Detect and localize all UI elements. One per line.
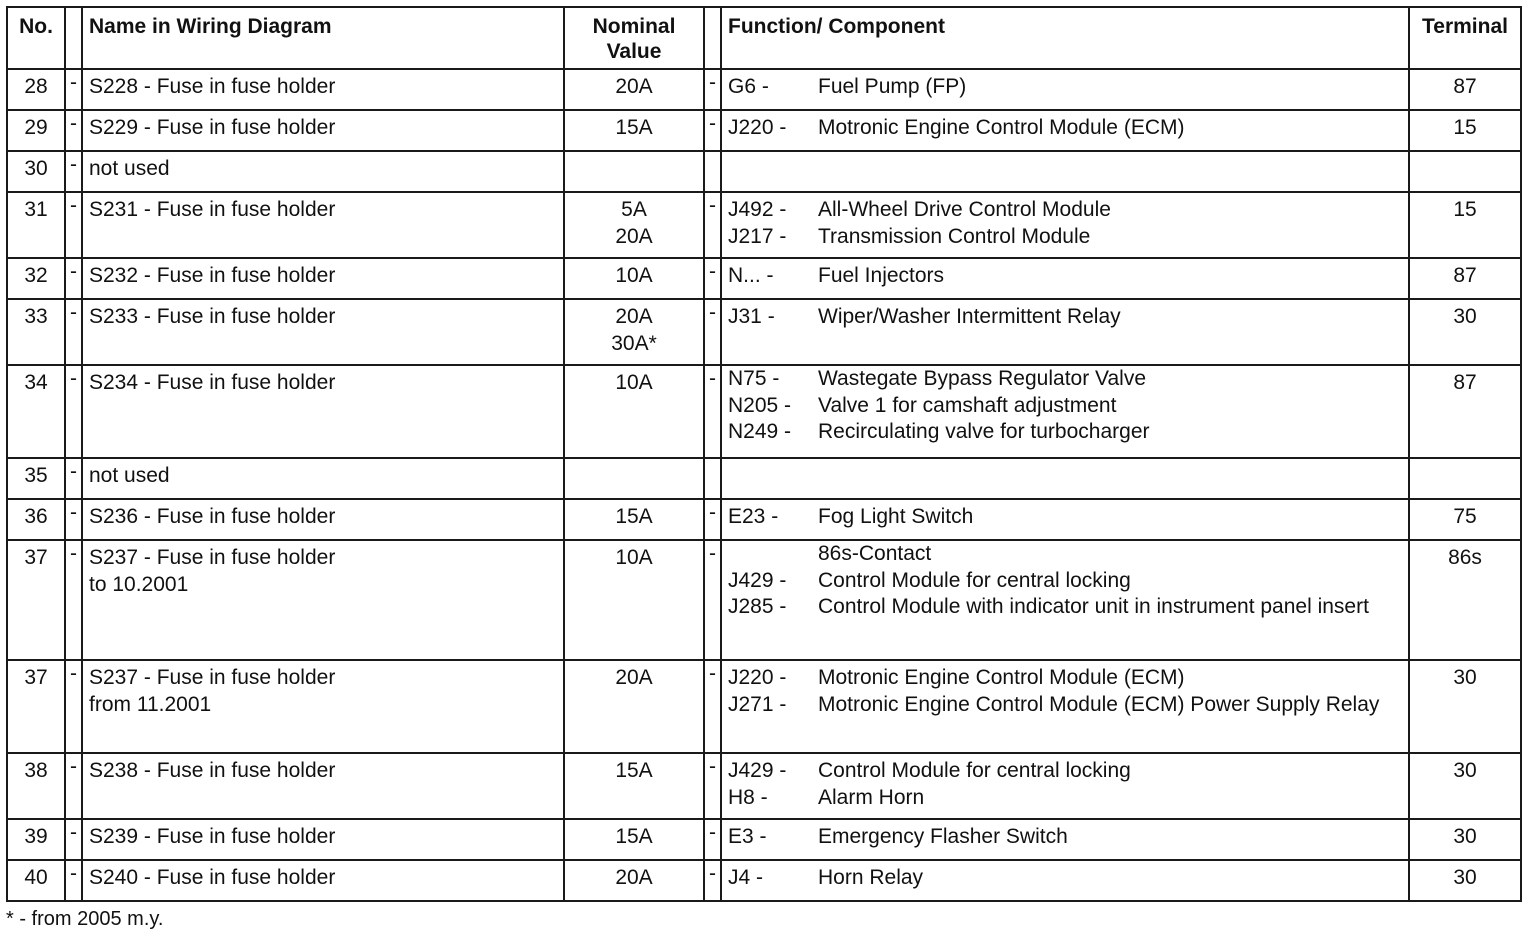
component-code: J492 -: [728, 198, 787, 221]
cell-name: [82, 540, 564, 660]
cell-value: [564, 819, 704, 860]
cell-terminal: 15: [1409, 110, 1521, 151]
component-description: Emergency Flasher Switch: [818, 825, 1068, 848]
cell-dash: [704, 458, 721, 499]
footnote: * - from 2005 m.y.: [6, 908, 164, 930]
dash-separator: -: [70, 112, 77, 135]
cell-name: [82, 192, 564, 258]
cell-dash: [65, 540, 82, 660]
dash-separator: -: [70, 301, 77, 324]
cell-function: [721, 660, 1409, 753]
component-code: [728, 541, 818, 568]
dash-separator: -: [709, 260, 716, 283]
component-code: J220 -: [728, 666, 787, 689]
function-line: [728, 366, 1408, 393]
table-body: [7, 69, 1521, 901]
cell-value: [564, 458, 704, 499]
cell-terminal: 30: [1409, 819, 1521, 860]
cell-no: 33: [7, 299, 65, 365]
cell-value: [564, 753, 704, 819]
cell-dash: [704, 192, 721, 258]
header-terminal: Terminal: [1409, 7, 1521, 69]
name-line: S240 - Fuse in fuse holder: [89, 866, 336, 889]
name-line: not used: [89, 157, 170, 180]
cell-value: [564, 540, 704, 660]
cell-function: [721, 110, 1409, 151]
cell-no: 35: [7, 458, 65, 499]
cell-dash: [65, 819, 82, 860]
component-code: J429 -: [728, 759, 787, 782]
cell-dash: [65, 499, 82, 540]
component-description: 86s-Contact: [818, 542, 932, 565]
name-line: from 11.2001: [89, 692, 212, 716]
table-row: [7, 151, 1521, 192]
component-description: Fuel Pump (FP): [818, 75, 967, 98]
cell-terminal: [1409, 458, 1521, 499]
cell-value: [564, 192, 704, 258]
cell-value: [564, 258, 704, 299]
function-line: [728, 824, 1408, 851]
cell-function: [721, 365, 1409, 458]
cell-dash: [704, 499, 721, 540]
name-line: S232 - Fuse in fuse holder: [89, 264, 336, 287]
function-line: [728, 865, 1408, 892]
value-line: 15A: [615, 505, 653, 528]
cell-no: 36: [7, 499, 65, 540]
cell-dash: [704, 299, 721, 365]
cell-no: 39: [7, 819, 65, 860]
table-row: [7, 110, 1521, 151]
dash-separator: -: [70, 367, 77, 390]
cell-name: [82, 258, 564, 299]
table-row: [7, 458, 1521, 499]
component-description: Control Module for central locking: [818, 759, 1131, 782]
cell-no: 32: [7, 258, 65, 299]
cell-dash: [704, 819, 721, 860]
name-line: S229 - Fuse in fuse holder: [89, 116, 336, 139]
value-line: 15A: [615, 116, 653, 139]
table-row: [7, 499, 1521, 540]
cell-function: [721, 151, 1409, 192]
cell-name: [82, 299, 564, 365]
component-code: N249 -: [728, 420, 792, 443]
cell-terminal: 30: [1409, 299, 1521, 365]
cell-name: [82, 365, 564, 458]
function-line: [728, 74, 1408, 101]
function-line: [728, 568, 1408, 595]
cell-no: 30: [7, 151, 65, 192]
fuse-table: [6, 6, 1522, 902]
cell-dash: [704, 69, 721, 110]
cell-dash: [704, 753, 721, 819]
cell-no: 28: [7, 69, 65, 110]
name-line: S234 - Fuse in fuse holder: [89, 371, 336, 394]
table-row: [7, 660, 1521, 753]
component-description: Motronic Engine Control Module (ECM): [818, 116, 1185, 139]
value-line: 30A*: [611, 331, 657, 355]
component-description: Motronic Engine Control Module (ECM) Power Supply Relay: [818, 692, 1380, 716]
dash-separator: -: [70, 71, 77, 94]
function-line: [728, 393, 1408, 420]
name-line: S231 - Fuse in fuse holder: [89, 198, 336, 221]
value-line: 20A: [615, 866, 653, 889]
component-code: N205 -: [728, 393, 792, 417]
component-description: Motronic Engine Control Module (ECM): [818, 666, 1185, 689]
cell-dash: [704, 110, 721, 151]
name-line: to 10.2001: [89, 572, 189, 596]
dash-separator: -: [70, 862, 77, 885]
name-line: S238 - Fuse in fuse holder: [89, 759, 336, 782]
cell-function: [721, 753, 1409, 819]
function-line: [728, 224, 1408, 251]
dash-separator: -: [70, 755, 77, 778]
cell-value: [564, 660, 704, 753]
cell-dash: [65, 110, 82, 151]
dash-separator: -: [70, 662, 77, 685]
cell-name: [82, 458, 564, 499]
component-description: Wiper/Washer Intermittent Relay: [818, 305, 1121, 328]
dash-separator: -: [709, 112, 716, 135]
cell-name: [82, 69, 564, 110]
component-description: Control Module for central locking: [818, 568, 1131, 592]
name-line: not used: [89, 464, 170, 487]
component-description: Recirculating valve for turbocharger: [818, 420, 1150, 443]
cell-name: [82, 110, 564, 151]
dash-separator: -: [709, 367, 716, 390]
component-description: Horn Relay: [818, 866, 924, 889]
value-line: 10A: [615, 546, 653, 569]
cell-terminal: 87: [1409, 365, 1521, 458]
cell-terminal: 87: [1409, 69, 1521, 110]
cell-terminal: 75: [1409, 499, 1521, 540]
cell-function: [721, 69, 1409, 110]
component-code: J4 -: [728, 866, 764, 889]
header-function: Function/ Component: [721, 7, 1409, 69]
cell-name: [82, 753, 564, 819]
cell-name: [82, 499, 564, 540]
dash-separator: -: [709, 301, 716, 324]
cell-no: 40: [7, 860, 65, 901]
component-code: N... -: [728, 264, 774, 287]
dash-separator: -: [70, 501, 77, 524]
component-code: E3 -: [728, 825, 767, 848]
dash-separator: -: [70, 460, 77, 483]
component-code: J271 -: [728, 692, 787, 716]
dash-separator: -: [709, 755, 716, 778]
cell-function: [721, 192, 1409, 258]
name-line: S233 - Fuse in fuse holder: [89, 305, 336, 328]
cell-dash: [65, 860, 82, 901]
value-line: 20A: [615, 224, 653, 248]
cell-terminal: 87: [1409, 258, 1521, 299]
cell-no: 29: [7, 110, 65, 151]
header-value-text: Nominal Value: [592, 15, 676, 63]
header-spacer: [65, 7, 82, 69]
header-spacer: [704, 7, 721, 69]
cell-value: [564, 860, 704, 901]
name-line: S236 - Fuse in fuse holder: [89, 505, 336, 528]
cell-terminal: 30: [1409, 860, 1521, 901]
component-code: J429 -: [728, 568, 787, 592]
function-line: [728, 541, 1408, 568]
cell-function: [721, 258, 1409, 299]
component-code: G6 -: [728, 75, 769, 98]
dash-separator: -: [70, 542, 77, 565]
cell-no: 31: [7, 192, 65, 258]
cell-terminal: 86s: [1409, 540, 1521, 660]
name-line: S237 - Fuse in fuse holder: [89, 546, 336, 569]
header-row: [7, 7, 1521, 69]
table-row: [7, 258, 1521, 299]
component-description: Fog Light Switch: [818, 505, 974, 528]
cell-dash: [65, 299, 82, 365]
table-row: [7, 819, 1521, 860]
cell-name: [82, 860, 564, 901]
value-line: 20A: [615, 666, 653, 689]
component-code: N75 -: [728, 367, 780, 390]
dash-separator: -: [70, 194, 77, 217]
dash-separator: -: [709, 194, 716, 217]
cell-dash: [704, 365, 721, 458]
cell-dash: [65, 660, 82, 753]
value-line: 10A: [615, 371, 653, 394]
cell-dash: [704, 151, 721, 192]
cell-name: [82, 151, 564, 192]
dash-separator: -: [709, 821, 716, 844]
cell-value: [564, 151, 704, 192]
cell-no: 37: [7, 660, 65, 753]
cell-dash: [65, 458, 82, 499]
header-name: Name in Wiring Diagram: [82, 7, 564, 69]
component-code: H8 -: [728, 785, 768, 809]
header-value: [564, 7, 704, 69]
function-line: [728, 197, 1408, 224]
cell-function: [721, 299, 1409, 365]
function-line: [728, 263, 1408, 290]
function-line: [728, 304, 1408, 331]
component-code: J285 -: [728, 595, 787, 618]
dash-separator: -: [70, 821, 77, 844]
cell-dash: [65, 258, 82, 299]
table-row: [7, 860, 1521, 901]
table-row: [7, 540, 1521, 660]
value-line: 15A: [615, 825, 653, 848]
cell-no: 37: [7, 540, 65, 660]
cell-function: [721, 819, 1409, 860]
cell-dash: [704, 258, 721, 299]
function-line: [728, 504, 1408, 531]
dash-separator: -: [70, 153, 77, 176]
component-description: Control Module with indicator unit in instrument panel insert: [818, 595, 1369, 618]
cell-dash: [704, 860, 721, 901]
component-code: J220 -: [728, 116, 787, 139]
table-row: [7, 365, 1521, 458]
function-line: [728, 785, 1408, 812]
cell-value: [564, 365, 704, 458]
function-line: [728, 115, 1408, 142]
cell-value: [564, 69, 704, 110]
component-description: All-Wheel Drive Control Module: [818, 198, 1111, 221]
table-row: [7, 69, 1521, 110]
component-description: Fuel Injectors: [818, 264, 945, 287]
cell-name: [82, 819, 564, 860]
cell-dash: [65, 753, 82, 819]
dash-separator: -: [709, 71, 716, 94]
dash-separator: -: [709, 542, 716, 565]
cell-value: [564, 110, 704, 151]
component-description: Valve 1 for camshaft adjustment: [818, 393, 1117, 417]
table-row: [7, 299, 1521, 365]
cell-dash: [65, 151, 82, 192]
cell-name: [82, 660, 564, 753]
cell-dash: [704, 540, 721, 660]
function-line: [728, 594, 1408, 621]
cell-terminal: 30: [1409, 753, 1521, 819]
cell-function: [721, 540, 1409, 660]
header-no: No.: [7, 7, 65, 69]
cell-no: 38: [7, 753, 65, 819]
value-line: 10A: [615, 264, 653, 287]
cell-value: [564, 299, 704, 365]
component-code: J217 -: [728, 224, 787, 248]
name-line: S239 - Fuse in fuse holder: [89, 825, 336, 848]
component-code: J31 -: [728, 305, 775, 328]
component-description: Transmission Control Module: [818, 224, 1091, 248]
value-line: 20A: [615, 305, 653, 328]
dash-separator: -: [709, 662, 716, 685]
table-row: [7, 753, 1521, 819]
cell-value: [564, 499, 704, 540]
function-line: [728, 758, 1408, 785]
cell-dash: [65, 69, 82, 110]
cell-terminal: 30: [1409, 660, 1521, 753]
name-line: S237 - Fuse in fuse holder: [89, 666, 336, 689]
table-row: [7, 192, 1521, 258]
dash-separator: -: [709, 501, 716, 524]
component-code: E23 -: [728, 505, 779, 528]
function-line: [728, 419, 1408, 446]
component-description: Alarm Horn: [818, 785, 925, 809]
name-line: S228 - Fuse in fuse holder: [89, 75, 336, 98]
table-header: [7, 7, 1521, 69]
cell-dash: [65, 365, 82, 458]
dash-separator: -: [70, 260, 77, 283]
value-line: 15A: [615, 759, 653, 782]
value-line: 20A: [615, 75, 653, 98]
cell-function: [721, 860, 1409, 901]
cell-function: [721, 458, 1409, 499]
cell-terminal: 15: [1409, 192, 1521, 258]
cell-terminal: [1409, 151, 1521, 192]
cell-dash: [704, 660, 721, 753]
cell-dash: [65, 192, 82, 258]
value-line: 5A: [621, 198, 647, 221]
dash-separator: -: [709, 862, 716, 885]
function-line: [728, 692, 1408, 719]
function-line: [728, 665, 1408, 692]
cell-function: [721, 499, 1409, 540]
cell-no: 34: [7, 365, 65, 458]
component-description: Wastegate Bypass Regulator Valve: [818, 367, 1147, 390]
